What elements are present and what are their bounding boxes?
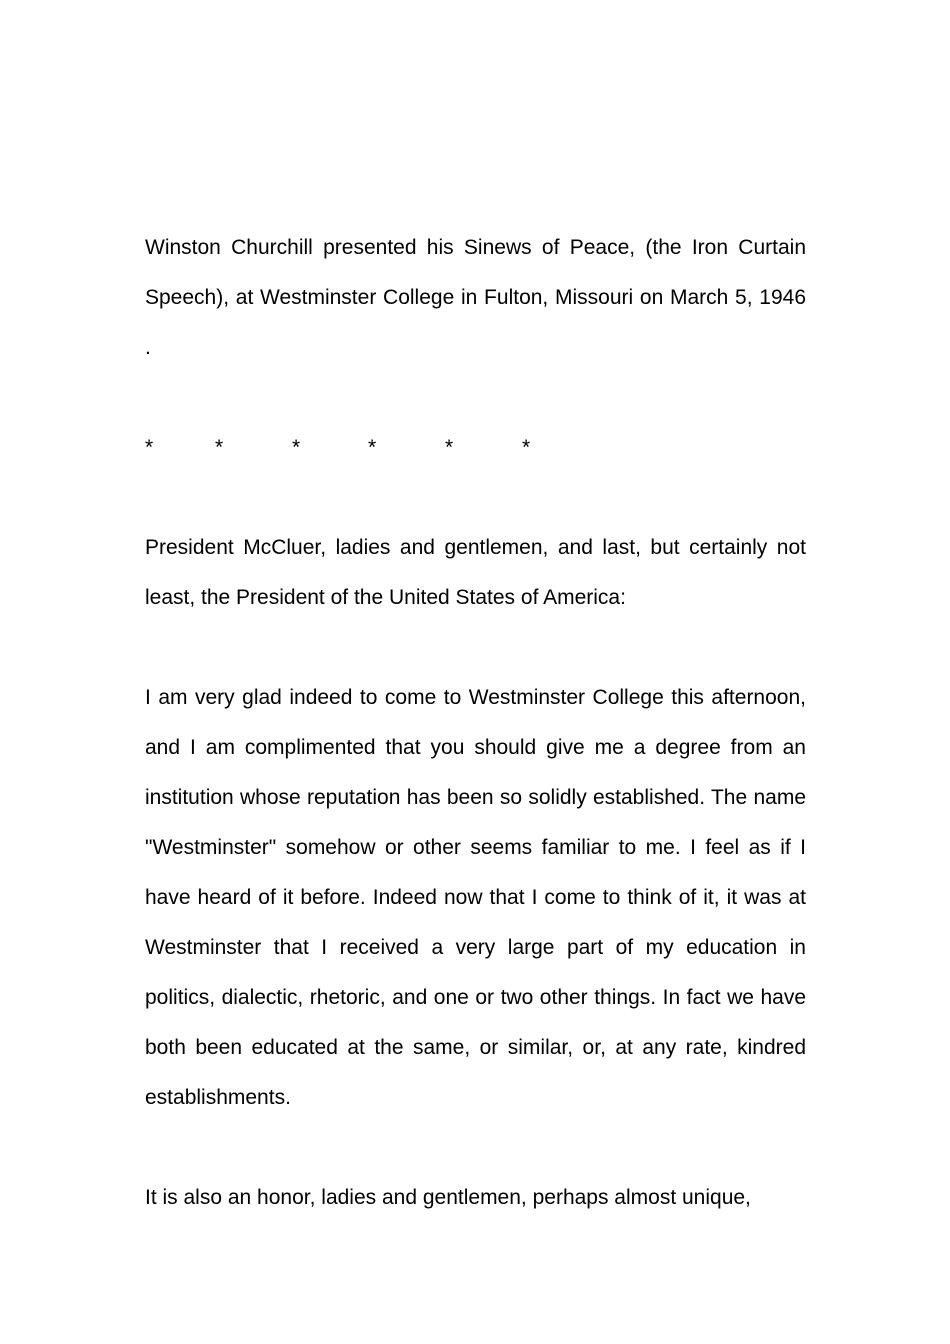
separator-asterisk: * [145, 436, 154, 459]
separator-asterisk: * [292, 436, 301, 459]
separator-asterisk: * [445, 436, 454, 459]
section-separator [145, 423, 806, 473]
document-body [145, 223, 806, 1223]
speech-paragraph-westminster: I am very glad indeed to come to Westminster College this afternoon, and I am complimented that you should give me a degree from an institution whose reputation has been so solidly established. The name "Westminster" somehow or other seems familiar to me. I feel as if I have heard of it before. Indeed now that I come to think of it, it was at Westminster that I received a very large part of my education in politics, dialectic, rhetoric, and one or two other things. In fact we have both been educated at the same, or similar, or, at any rate, kindred establishments. [145, 686, 806, 1109]
separator-asterisk: * [522, 436, 531, 459]
separator-asterisk: * [215, 436, 224, 459]
speech-paragraph-salutation: President McCluer, ladies and gentlemen, and last, but certainly not least, the President of the United States of America: [145, 536, 806, 609]
speech-paragraph-honor: It is also an honor, ladies and gentlemen, perhaps almost unique, [145, 1186, 751, 1209]
intro-paragraph: Winston Churchill presented his Sinews of Peace, (the Iron Curtain Speech), at Westminster College in Fulton, Missouri on March 5, 1946 . [145, 236, 806, 359]
separator-asterisk: * [368, 436, 377, 459]
